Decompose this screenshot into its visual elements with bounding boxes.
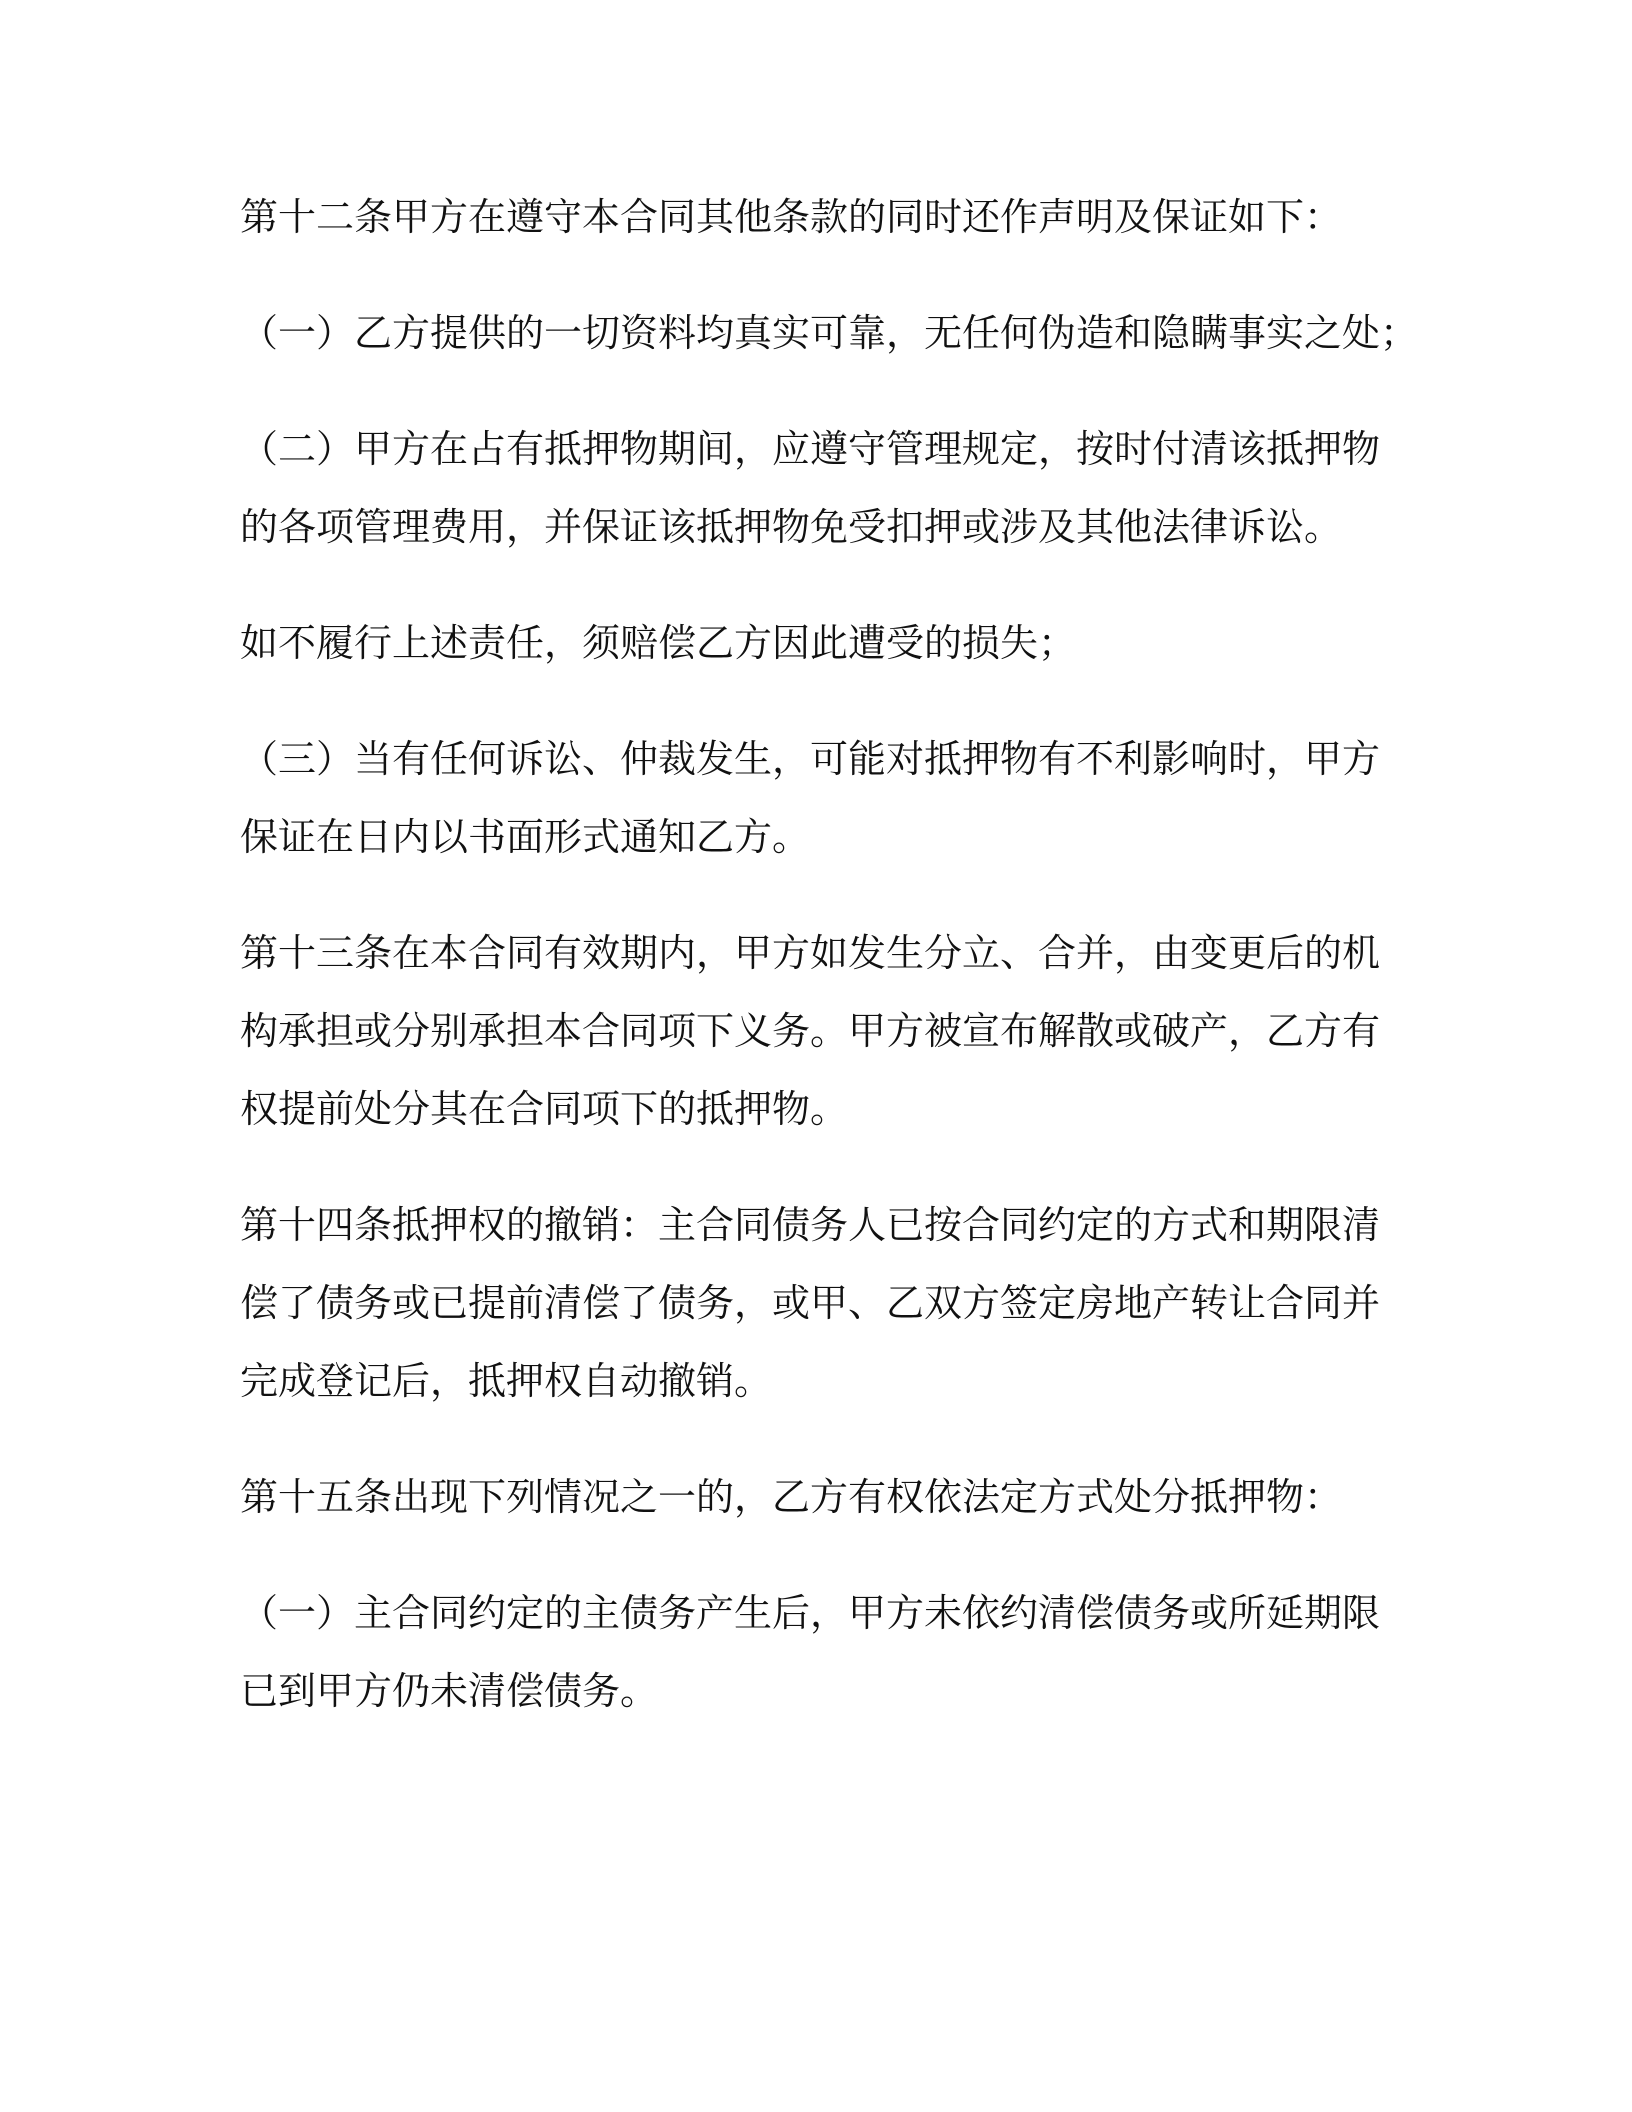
text-line: 的各项管理费用，并保证该抵押物免受扣押或涉及其他法律诉讼。 <box>240 505 1343 549</box>
text-line: 权提前处分其在合同项下的抵押物。 <box>240 1087 849 1131</box>
text-line: （一）主合同约定的主债务产生后，甲方未依约清偿债务或所延期限 <box>240 1591 1381 1635</box>
text-line: （二）甲方在占有抵押物期间，应遵守管理规定，按时付清该抵押物 <box>240 427 1381 471</box>
article-13 <box>240 914 1380 1148</box>
article-12-item-2-continuation <box>240 604 1380 682</box>
article-12-heading <box>240 178 1380 256</box>
text-line: 第十二条甲方在遵守本合同其他条款的同时还作声明及保证如下： <box>240 195 1343 239</box>
document-body <box>240 178 1419 1768</box>
article-14 <box>240 1186 1380 1420</box>
article-12-item-3 <box>240 720 1380 876</box>
article-15-heading <box>240 1458 1380 1536</box>
text-line: （一）乙方提供的一切资料均真实可靠，无任何伪造和隐瞒事实之处； <box>240 311 1419 355</box>
article-12-item-1 <box>240 294 1419 372</box>
article-12-item-2 <box>240 410 1380 566</box>
text-line: 如不履行上述责任，须赔偿乙方因此遭受的损失； <box>240 621 1077 665</box>
text-line: （三）当有任何诉讼、仲裁发生，可能对抵押物有不利影响时，甲方 <box>240 737 1381 781</box>
text-line: 偿了债务或已提前清偿了债务，或甲、乙双方签定房地产转让合同并 <box>240 1281 1381 1325</box>
article-15-item-1 <box>240 1574 1380 1730</box>
text-line: 第十四条抵押权的撤销：主合同债务人已按合同约定的方式和期限清 <box>240 1203 1381 1247</box>
text-line: 第十五条出现下列情况之一的，乙方有权依法定方式处分抵押物： <box>240 1475 1343 1519</box>
text-line: 第十三条在本合同有效期内，甲方如发生分立、合并，由变更后的机 <box>240 931 1381 975</box>
text-line: 保证在日内以书面形式通知乙方。 <box>240 815 811 859</box>
text-line: 已到甲方仍未清偿债务。 <box>240 1669 659 1713</box>
text-line: 构承担或分别承担本合同项下义务。甲方被宣布解散或破产，乙方有 <box>240 1009 1381 1053</box>
text-line: 完成登记后，抵押权自动撤销。 <box>240 1359 773 1403</box>
